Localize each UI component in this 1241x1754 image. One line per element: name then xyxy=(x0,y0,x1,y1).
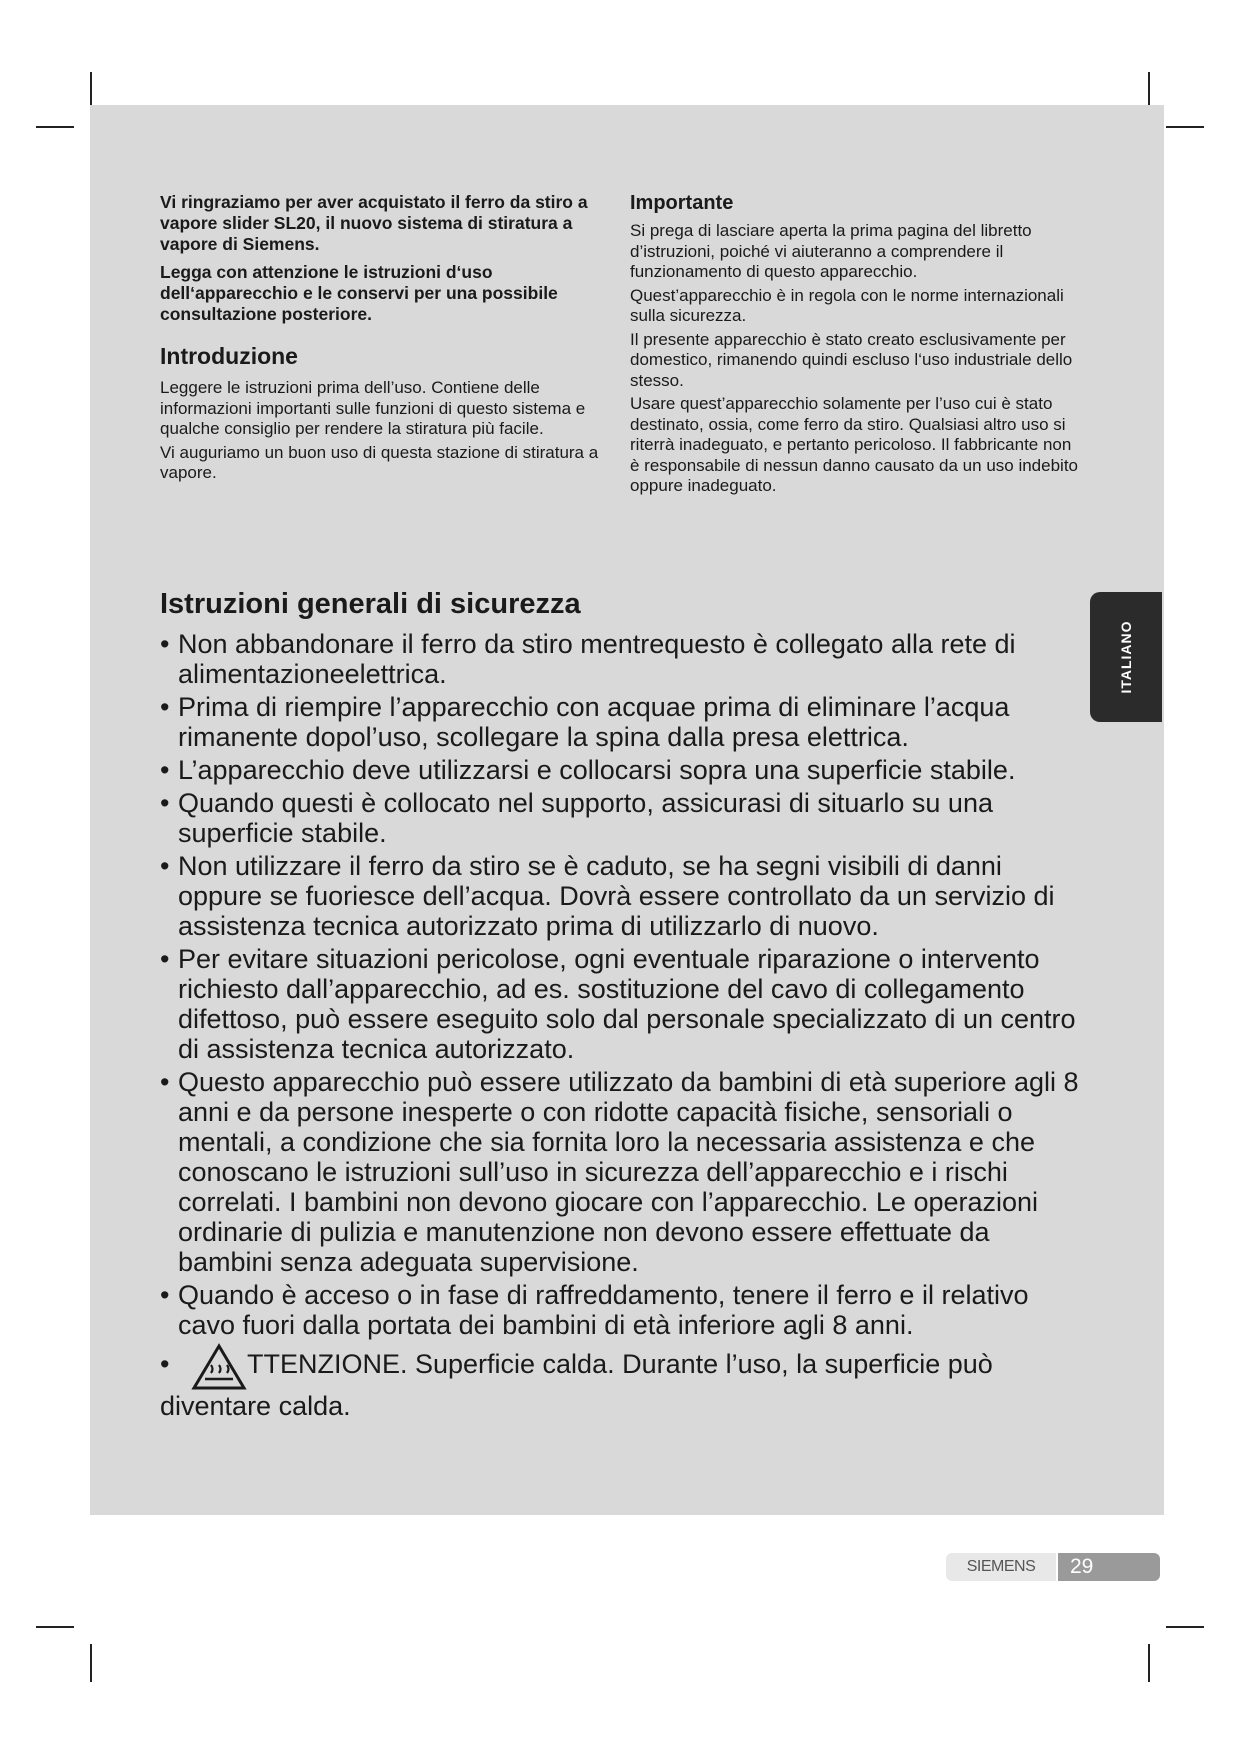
importante-paragraph: Quest’apparecchio è in regola con le norme internazionali sulla sicurezza. xyxy=(630,285,1064,325)
crop-mark xyxy=(1166,126,1204,128)
introduzione-paragraph: Leggere le istruzioni prima dell’uso. Contiene delle informazioni importanti sulle funzioni di questo sistema e qualche consiglio per rendere la stiratura più facile. xyxy=(160,378,586,438)
intro-bold-text: Vi ringraziamo per aver acquistato il ferro da stiro a vapore slider SL20, il nuovo sistema di stiratura a vapore di Siemens. xyxy=(160,192,588,254)
importante-paragraph: Usare quest’apparecchio solamente per l’uso cui è stato destinato, ossia, come ferro da stiro. Qualsiasi altro uso si riterrà inadeguato, e pertanto pericoloso. Il fabbricante non è responsabile di nessun danno causato da un uso indebito oppure inadeguato. xyxy=(630,394,1079,495)
footer xyxy=(946,1553,1160,1581)
importante-heading: Importante xyxy=(630,192,734,214)
crop-mark xyxy=(36,1626,74,1628)
intro-bold-text: Legga con attenzione le istruzioni d‘uso dell‘apparecchio e le conservi per una possibile consultazione posteriore. xyxy=(160,262,558,324)
list-item: • Non utilizzare il ferro da stiro se è caduto, se ha segni visibili di danni oppure se fuoriesce dell’acqua. Dovrà essere controllato da un servizio di assistenza tecnica autorizzato prima di utilizzarlo di nuovo. xyxy=(160,851,1055,941)
list-item: • Questo apparecchio può essere utilizzato da bambini di età superiore agli 8 anni e da persone inesperte o con ridotte capacità fisiche, sensoriali o mentali, a condizione che sia fornita loro la necessaria assistenza e che conoscano le istruzioni sull’uso in sicurezza dell’apparecchio e i rischi correlati. I bambini non devono giocare con l’apparecchio. Le operazioni ordinarie di pulizia e manutenzione non devono essere effettuate da bambini senza adeguata supervisione. xyxy=(160,1067,1079,1277)
safety-heading: Istruzioni generali di sicurezza xyxy=(160,588,581,620)
introduzione-heading: Introduzione xyxy=(160,343,298,369)
list-item: • Per evitare situazioni pericolose, ogni eventuale riparazione o intervento richiesto dall’apparecchio, ad es. sostituzione del cavo di collegamento difettoso, può essere eseguito solo dal personale specializzato di un centro di assistenza tecnica autorizzato. xyxy=(160,944,1076,1064)
crop-mark xyxy=(1166,1626,1204,1628)
hot-surface-warning-icon xyxy=(191,1343,247,1391)
language-tab xyxy=(1090,592,1162,722)
language-tab-label: ITALIANO xyxy=(1118,620,1134,694)
right-column xyxy=(630,192,1080,500)
introduzione-paragraph: Vi auguriamo un buon uso di questa stazione di stiratura a vapore. xyxy=(160,442,599,482)
brand-label: SIEMENS xyxy=(946,1553,1056,1581)
safety-section xyxy=(160,588,1090,1424)
list-item: • Quando questi è collocato nel supporto, assicurasi di situarlo su una superficie stabile. xyxy=(160,788,993,848)
left-column xyxy=(160,192,600,487)
page-number: 29 xyxy=(1058,1553,1160,1581)
crop-mark xyxy=(90,1644,92,1682)
importante-paragraph: Il presente apparecchio è stato creato esclusivamente per domestico, rimanendo quindi escluso l‘uso industriale dello stesso. xyxy=(630,329,1073,390)
list-item: • Non abbandonare il ferro da stiro mentrequesto è collegato alla rete di alimentazioneelettrica. xyxy=(160,629,1016,689)
importante-paragraph: Si prega di lasciare aperta la prima pagina del libretto d’istruzioni, poiché vi aiuteranno a comprendere il funzionamento di questo apparecchio. xyxy=(630,221,1032,281)
list-item: • L’apparecchio deve utilizzarsi e collocarsi sopra una superficie stabile. xyxy=(160,755,1016,785)
crop-mark xyxy=(1148,1644,1150,1682)
list-item: • Quando è acceso o in fase di raffreddamento, tenere il ferro e il relativo cavo fuori dalla portata dei bambini di età inferiore agli 8 anni. xyxy=(160,1280,1029,1340)
warning-list-item: • TTENZIONE. Superficie calda. Durante l’uso, la superficie può diventare calda. xyxy=(160,1343,1090,1421)
safety-list xyxy=(160,629,1090,1421)
list-item: • Prima di riempire l’apparecchio con acquae prima di eliminare l’acqua rimanente dopol’uso, scollegare la spina dalla presa elettrica. xyxy=(160,692,1010,752)
crop-mark xyxy=(36,126,74,128)
